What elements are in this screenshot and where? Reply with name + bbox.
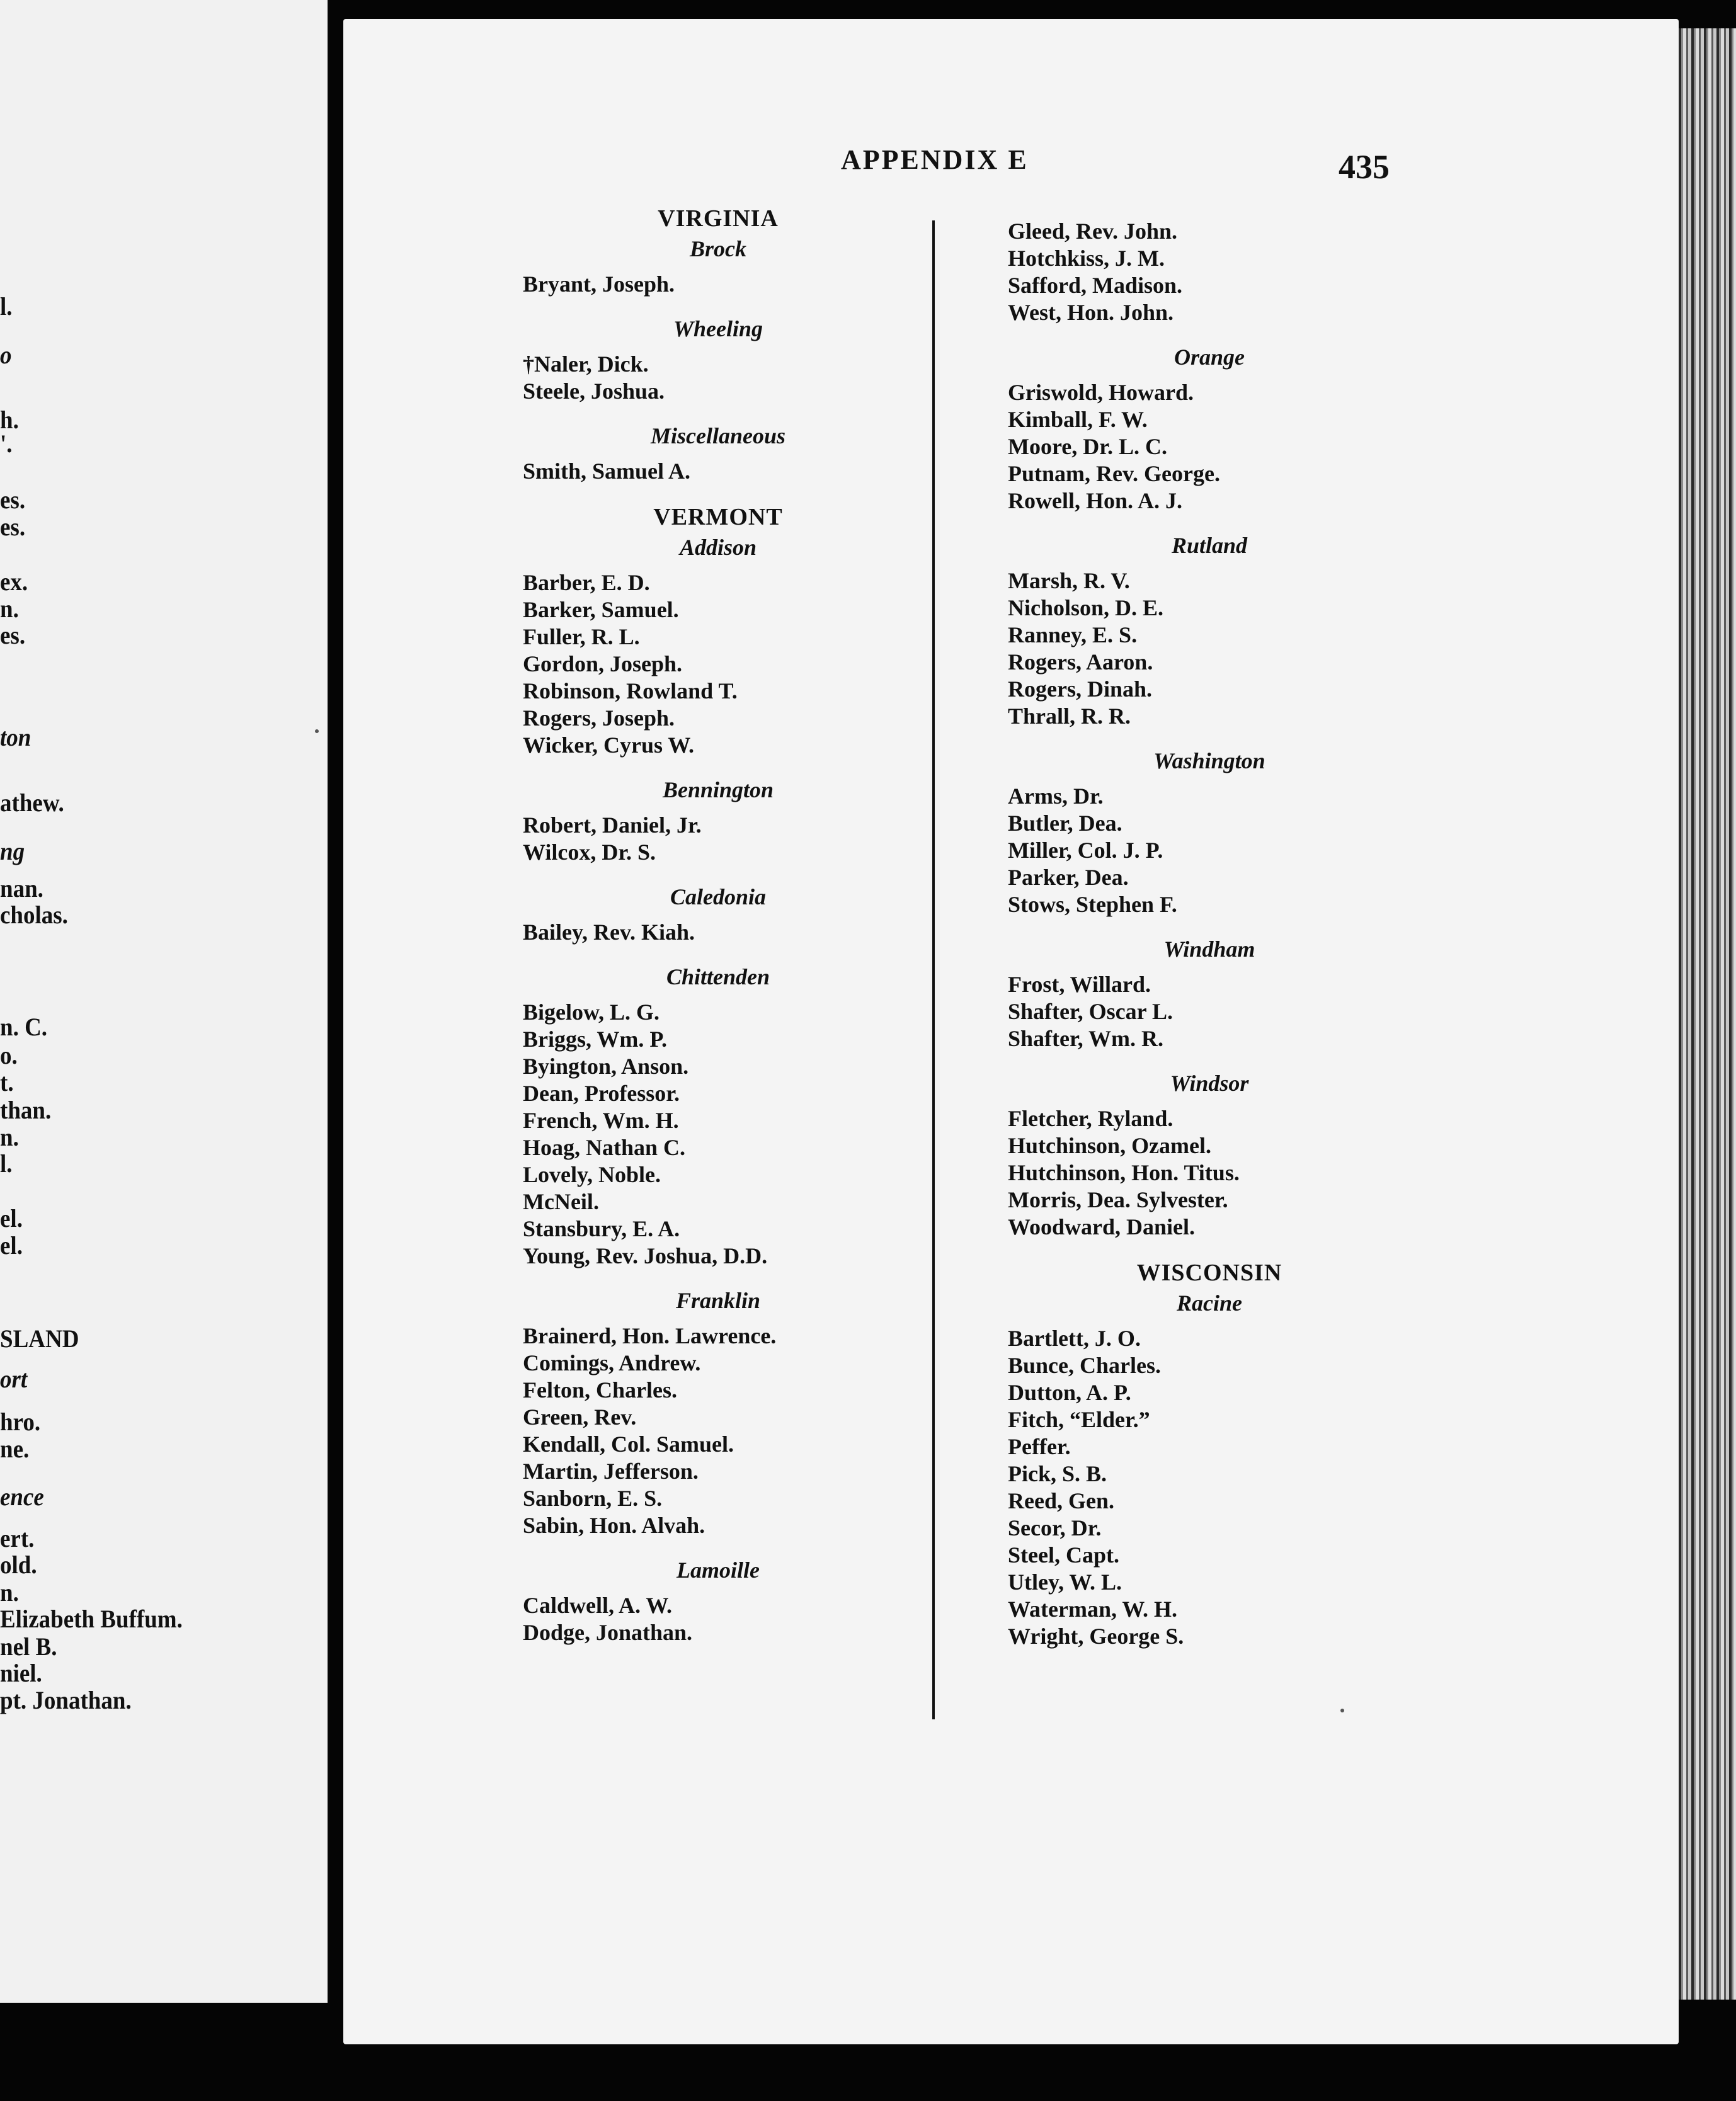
name-entry: Rogers, Aaron. — [1008, 649, 1153, 675]
county-heading: Windham — [1163, 937, 1255, 962]
name-entry: Rowell, Hon. A. J. — [1008, 488, 1183, 513]
column-divider — [932, 220, 935, 1719]
name-entry: Gordon, Joseph. — [523, 651, 683, 676]
name-entry: Nicholson, D. E. — [1008, 595, 1164, 620]
facing-page-fragment: Elizabeth Buffum. — [0, 1605, 183, 1634]
name-entry: McNeil. — [523, 1189, 599, 1214]
facing-page-fragment: than. — [0, 1096, 52, 1125]
facing-page-fragment: niel. — [0, 1660, 42, 1688]
facing-page-fragment: hro. — [0, 1408, 41, 1437]
facing-page-fragment: l. — [0, 293, 13, 321]
facing-page — [0, 0, 328, 2003]
county-heading: Lamoille — [677, 1557, 760, 1583]
county-heading: Bennington — [662, 777, 774, 802]
name-entry: Robert, Daniel, Jr. — [523, 812, 702, 838]
name-entry: Marsh, R. V. — [1008, 568, 1130, 593]
name-entry: Rogers, Joseph. — [523, 705, 675, 731]
name-entry: Kendall, Col. Samuel. — [523, 1432, 734, 1457]
facing-page-fragment: SLAND — [0, 1325, 79, 1353]
name-entry: Green, Rev. — [523, 1404, 637, 1430]
name-entry: Bryant, Joseph. — [523, 271, 675, 297]
name-entry: Arms, Dr. — [1008, 783, 1104, 809]
name-entry: Gleed, Rev. John. — [1008, 219, 1178, 244]
county-heading: Rutland — [1171, 533, 1248, 558]
facing-page-fragment: ne. — [0, 1435, 30, 1464]
name-entry: Dean, Professor. — [523, 1081, 680, 1106]
name-entry: Putnam, Rev. George. — [1008, 461, 1220, 486]
name-entry: Wicker, Cyrus W. — [523, 732, 695, 758]
name-entry: Shafter, Oscar L. — [1008, 999, 1174, 1024]
facing-page-fragment: '. — [0, 430, 13, 458]
facing-page-fragment: n. C. — [0, 1013, 48, 1042]
page-number: 435 — [1339, 148, 1390, 186]
page-edges — [1679, 28, 1736, 2000]
name-entry: Kimball, F. W. — [1008, 407, 1148, 432]
county-heading: Franklin — [675, 1288, 761, 1313]
name-entry: Morris, Dea. Sylvester. — [1008, 1187, 1228, 1212]
name-entry: Felton, Charles. — [523, 1377, 677, 1403]
facing-page-fragment: ort — [0, 1365, 28, 1394]
name-entry: Bunce, Charles. — [1008, 1353, 1161, 1378]
name-entry: Briggs, Wm. P. — [523, 1027, 668, 1052]
name-entry: Martin, Jefferson. — [523, 1459, 699, 1484]
name-entry: Hoag, Nathan C. — [523, 1135, 686, 1160]
name-entry: Rogers, Dinah. — [1008, 676, 1153, 702]
county-heading: Washington — [1153, 748, 1265, 773]
name-entry: Bailey, Rev. Kiah. — [523, 920, 695, 945]
running-head: APPENDIX E — [841, 144, 1029, 175]
column-left — [523, 203, 926, 1646]
name-entry: †Naler, Dick. — [523, 351, 649, 377]
name-entry: Robinson, Rowland T. — [523, 678, 738, 703]
name-entry: West, Hon. John. — [1008, 300, 1174, 325]
name-entry: Lovely, Noble. — [523, 1162, 661, 1187]
facing-page-fragment: el. — [0, 1205, 23, 1233]
name-entry: Miller, Col. J. P. — [1008, 838, 1163, 863]
name-entry: Smith, Samuel A. — [523, 458, 691, 484]
name-entry: Pick, S. B. — [1008, 1461, 1107, 1486]
name-entry: Sanborn, E. S. — [523, 1486, 663, 1511]
facing-page-fragment: nan. — [0, 875, 43, 903]
name-entry: Peffer. — [1008, 1434, 1071, 1459]
name-entry: Comings, Andrew. — [523, 1350, 701, 1375]
name-entry: Parker, Dea. — [1008, 865, 1129, 890]
name-entry: Safford, Madison. — [1008, 273, 1183, 298]
facing-page-fragment: el. — [0, 1232, 23, 1260]
name-entry: Wilcox, Dr. S. — [523, 840, 656, 865]
name-entry: Young, Rev. Joshua, D.D. — [523, 1243, 768, 1268]
county-heading: Addison — [679, 535, 757, 560]
facing-page-fragment: es. — [0, 486, 26, 515]
name-entry: Fletcher, Ryland. — [1008, 1106, 1174, 1131]
facing-page-fragment: old. — [0, 1551, 37, 1580]
name-entry: Brainerd, Hon. Lawrence. — [523, 1323, 777, 1348]
name-entry: French, Wm. H. — [523, 1108, 679, 1133]
speck — [1340, 1709, 1344, 1712]
county-heading: Caledonia — [670, 884, 766, 909]
facing-page-fragment: ton — [0, 724, 31, 752]
name-entry: Hutchinson, Hon. Titus. — [1008, 1160, 1240, 1185]
state-heading: WISCONSIN — [1136, 1260, 1282, 1286]
facing-page-fragment: t. — [0, 1069, 14, 1097]
facing-page-fragment: athew. — [0, 789, 64, 817]
county-heading: Windsor — [1170, 1071, 1249, 1096]
name-entry: Caldwell, A. W. — [523, 1593, 673, 1618]
name-entry: Ranney, E. S. — [1008, 622, 1138, 647]
name-entry: Secor, Dr. — [1008, 1515, 1102, 1540]
column-right — [1008, 218, 1411, 1650]
name-entry: Wright, George S. — [1008, 1624, 1184, 1649]
facing-page-fragment: cholas. — [0, 901, 68, 930]
facing-page-fragment: pt. Jonathan. — [0, 1687, 132, 1715]
facing-page-fragment: ence — [0, 1483, 44, 1512]
facing-page-fragment: h. — [0, 406, 19, 435]
name-entry: Stows, Stephen F. — [1008, 892, 1177, 917]
facing-page-fragment: ex. — [0, 568, 28, 596]
name-entry: Reed, Gen. — [1008, 1488, 1114, 1513]
county-heading: Racine — [1177, 1290, 1242, 1316]
name-entry: Frost, Willard. — [1008, 972, 1151, 997]
speck — [315, 729, 319, 733]
facing-page-fragment: o — [0, 341, 12, 370]
name-entry: Griswold, Howard. — [1008, 380, 1194, 405]
name-entry: Steele, Joshua. — [523, 379, 665, 404]
facing-page-fragment: o. — [0, 1042, 18, 1070]
county-heading: Orange — [1174, 344, 1245, 370]
name-entry: Moore, Dr. L. C. — [1008, 434, 1167, 459]
name-entry: Fuller, R. L. — [523, 624, 640, 649]
facing-page-fragment: es. — [0, 622, 26, 650]
name-entry: Byington, Anson. — [523, 1054, 689, 1079]
name-entry: Utley, W. L. — [1008, 1569, 1122, 1595]
name-entry: Waterman, W. H. — [1008, 1597, 1178, 1622]
facing-page-fragment: n. — [0, 1579, 19, 1607]
name-entry: Sabin, Hon. Alvah. — [523, 1513, 705, 1538]
name-entry: Steel, Capt. — [1008, 1542, 1119, 1568]
county-heading: Chittenden — [666, 964, 770, 989]
county-heading: Miscellaneous — [650, 423, 785, 448]
name-entry: Dodge, Jonathan. — [523, 1620, 693, 1645]
facing-page-fragment: ng — [0, 838, 25, 866]
state-heading: VERMONT — [653, 504, 783, 530]
name-entry: Barker, Samuel. — [523, 597, 679, 622]
name-entry: Shafter, Wm. R. — [1008, 1026, 1164, 1051]
name-entry: Hotchkiss, J. M. — [1008, 246, 1165, 271]
name-entry: Dutton, A. P. — [1008, 1380, 1131, 1405]
name-entry: Butler, Dea. — [1008, 811, 1122, 836]
name-entry: Hutchinson, Ozamel. — [1008, 1133, 1212, 1158]
state-heading: VIRGINIA — [658, 205, 779, 232]
name-entry: Stansbury, E. A. — [523, 1216, 680, 1241]
county-heading: Brock — [690, 236, 746, 261]
facing-page-fragment: nel B. — [0, 1633, 57, 1661]
name-entry: Woodward, Daniel. — [1008, 1214, 1196, 1239]
name-entry: Barber, E. D. — [523, 570, 650, 595]
facing-page-fragment: ert. — [0, 1525, 35, 1553]
facing-page-fragment: es. — [0, 513, 26, 542]
facing-page-fragment: n. — [0, 595, 19, 623]
facing-page-fragment: l. — [0, 1150, 13, 1178]
name-entry: Thrall, R. R. — [1008, 703, 1131, 729]
county-heading: Wheeling — [673, 316, 763, 341]
name-entry: Fitch, “Elder.” — [1008, 1407, 1150, 1432]
name-entry: Bartlett, J. O. — [1008, 1326, 1141, 1351]
name-entry: Bigelow, L. G. — [523, 999, 660, 1025]
facing-page-fragment: n. — [0, 1124, 19, 1152]
